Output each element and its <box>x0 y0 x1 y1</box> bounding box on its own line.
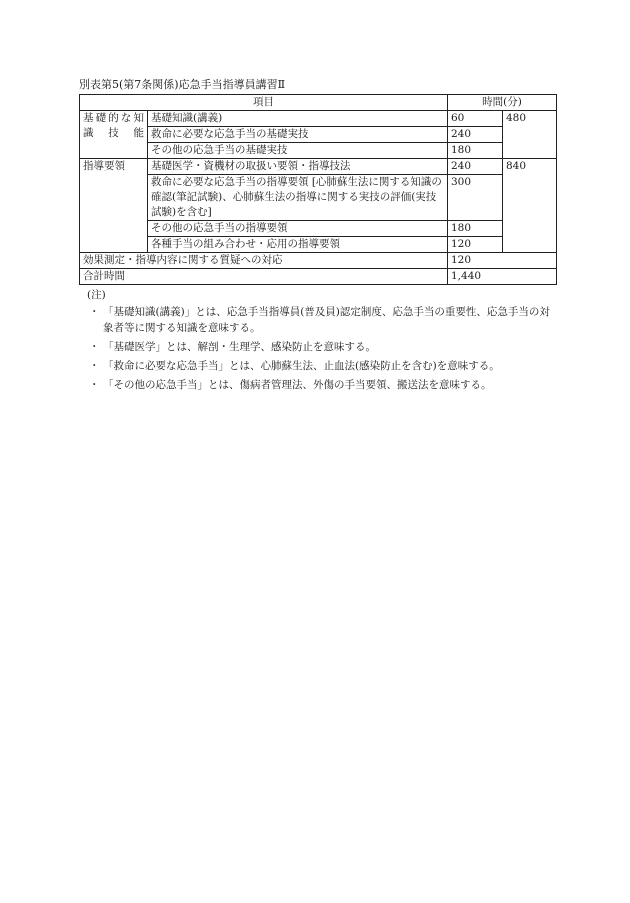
item-label: その他の応急手当の基礎実技 <box>148 143 448 159</box>
item-minutes: 180 <box>448 221 503 237</box>
header-time: 時間(分) <box>448 95 557 111</box>
category-cell: 基礎的な知識技能 <box>80 111 148 159</box>
item-label: その他の応急手当の指導要領 <box>148 221 448 237</box>
category-cell: 指導要領 <box>80 159 148 253</box>
note-item <box>79 339 556 355</box>
note-item <box>79 304 556 336</box>
note-text: 「基礎知識(講義)」とは、応急手当指導員(普及員)認定制度、応急手当の重要性、応急手当の対象者等に関する知識を意味する。 <box>103 306 550 334</box>
table-row <box>80 111 557 127</box>
total-label: 合計時間 <box>80 269 448 285</box>
item-minutes: 180 <box>448 143 503 159</box>
bullet-icon: ・ <box>89 341 100 353</box>
item-label: 救命に必要な応急手当の指導要領 [心肺蘇生法に関する知識の確認(筆記試験)、心肺蘇生法の指導に関する実技の評価(実技試験)を含む] <box>148 175 448 221</box>
item-label: 救命に必要な応急手当の基礎実技 <box>148 127 448 143</box>
table-header-row <box>80 95 557 111</box>
item-label: 各種手当の組み合わせ・応用の指導要領 <box>148 237 448 253</box>
item-label: 基礎医学・資機材の取扱い要領・指導技法 <box>148 159 448 175</box>
table-row <box>80 221 557 237</box>
table-row <box>80 175 557 221</box>
bullet-icon: ・ <box>89 306 100 318</box>
evaluation-minutes: 120 <box>448 253 557 269</box>
note-text: 「その他の応急手当」とは、傷病者管理法、外傷の手当要領、搬送法を意味する。 <box>103 379 492 391</box>
note-text: 「救命に必要な応急手当」とは、心肺蘇生法、止血法(感染防止を含む)を意味する。 <box>103 360 500 372</box>
note-text: 「基礎医学」とは、解剖・生理学、感染防止を意味する。 <box>103 341 376 353</box>
table-row <box>80 143 557 159</box>
table-row <box>80 269 557 285</box>
table-row <box>80 127 557 143</box>
table-row <box>80 237 557 253</box>
item-minutes: 240 <box>448 127 503 143</box>
item-minutes: 240 <box>448 159 503 175</box>
item-minutes: 60 <box>448 111 503 127</box>
table-title: 別表第5(第7条関係)応急手当指導員講習Ⅱ <box>79 78 286 91</box>
total-minutes: 1,440 <box>448 269 557 285</box>
curriculum-table <box>79 94 557 285</box>
bullet-icon: ・ <box>89 360 100 372</box>
item-label: 基礎知識(講義) <box>148 111 448 127</box>
table-row <box>80 253 557 269</box>
item-minutes: 300 <box>448 175 503 221</box>
document <box>79 78 556 396</box>
table-row <box>80 159 557 175</box>
group-total: 840 <box>503 159 557 253</box>
item-minutes: 120 <box>448 237 503 253</box>
note-item <box>79 377 556 393</box>
bullet-icon: ・ <box>89 379 100 391</box>
header-item: 項目 <box>80 95 448 111</box>
notes-heading: (注) <box>87 289 106 301</box>
evaluation-label: 効果測定・指導内容に関する質疑への対応 <box>80 253 448 269</box>
notes <box>79 287 556 393</box>
group-total: 480 <box>503 111 557 159</box>
note-item <box>79 358 556 374</box>
